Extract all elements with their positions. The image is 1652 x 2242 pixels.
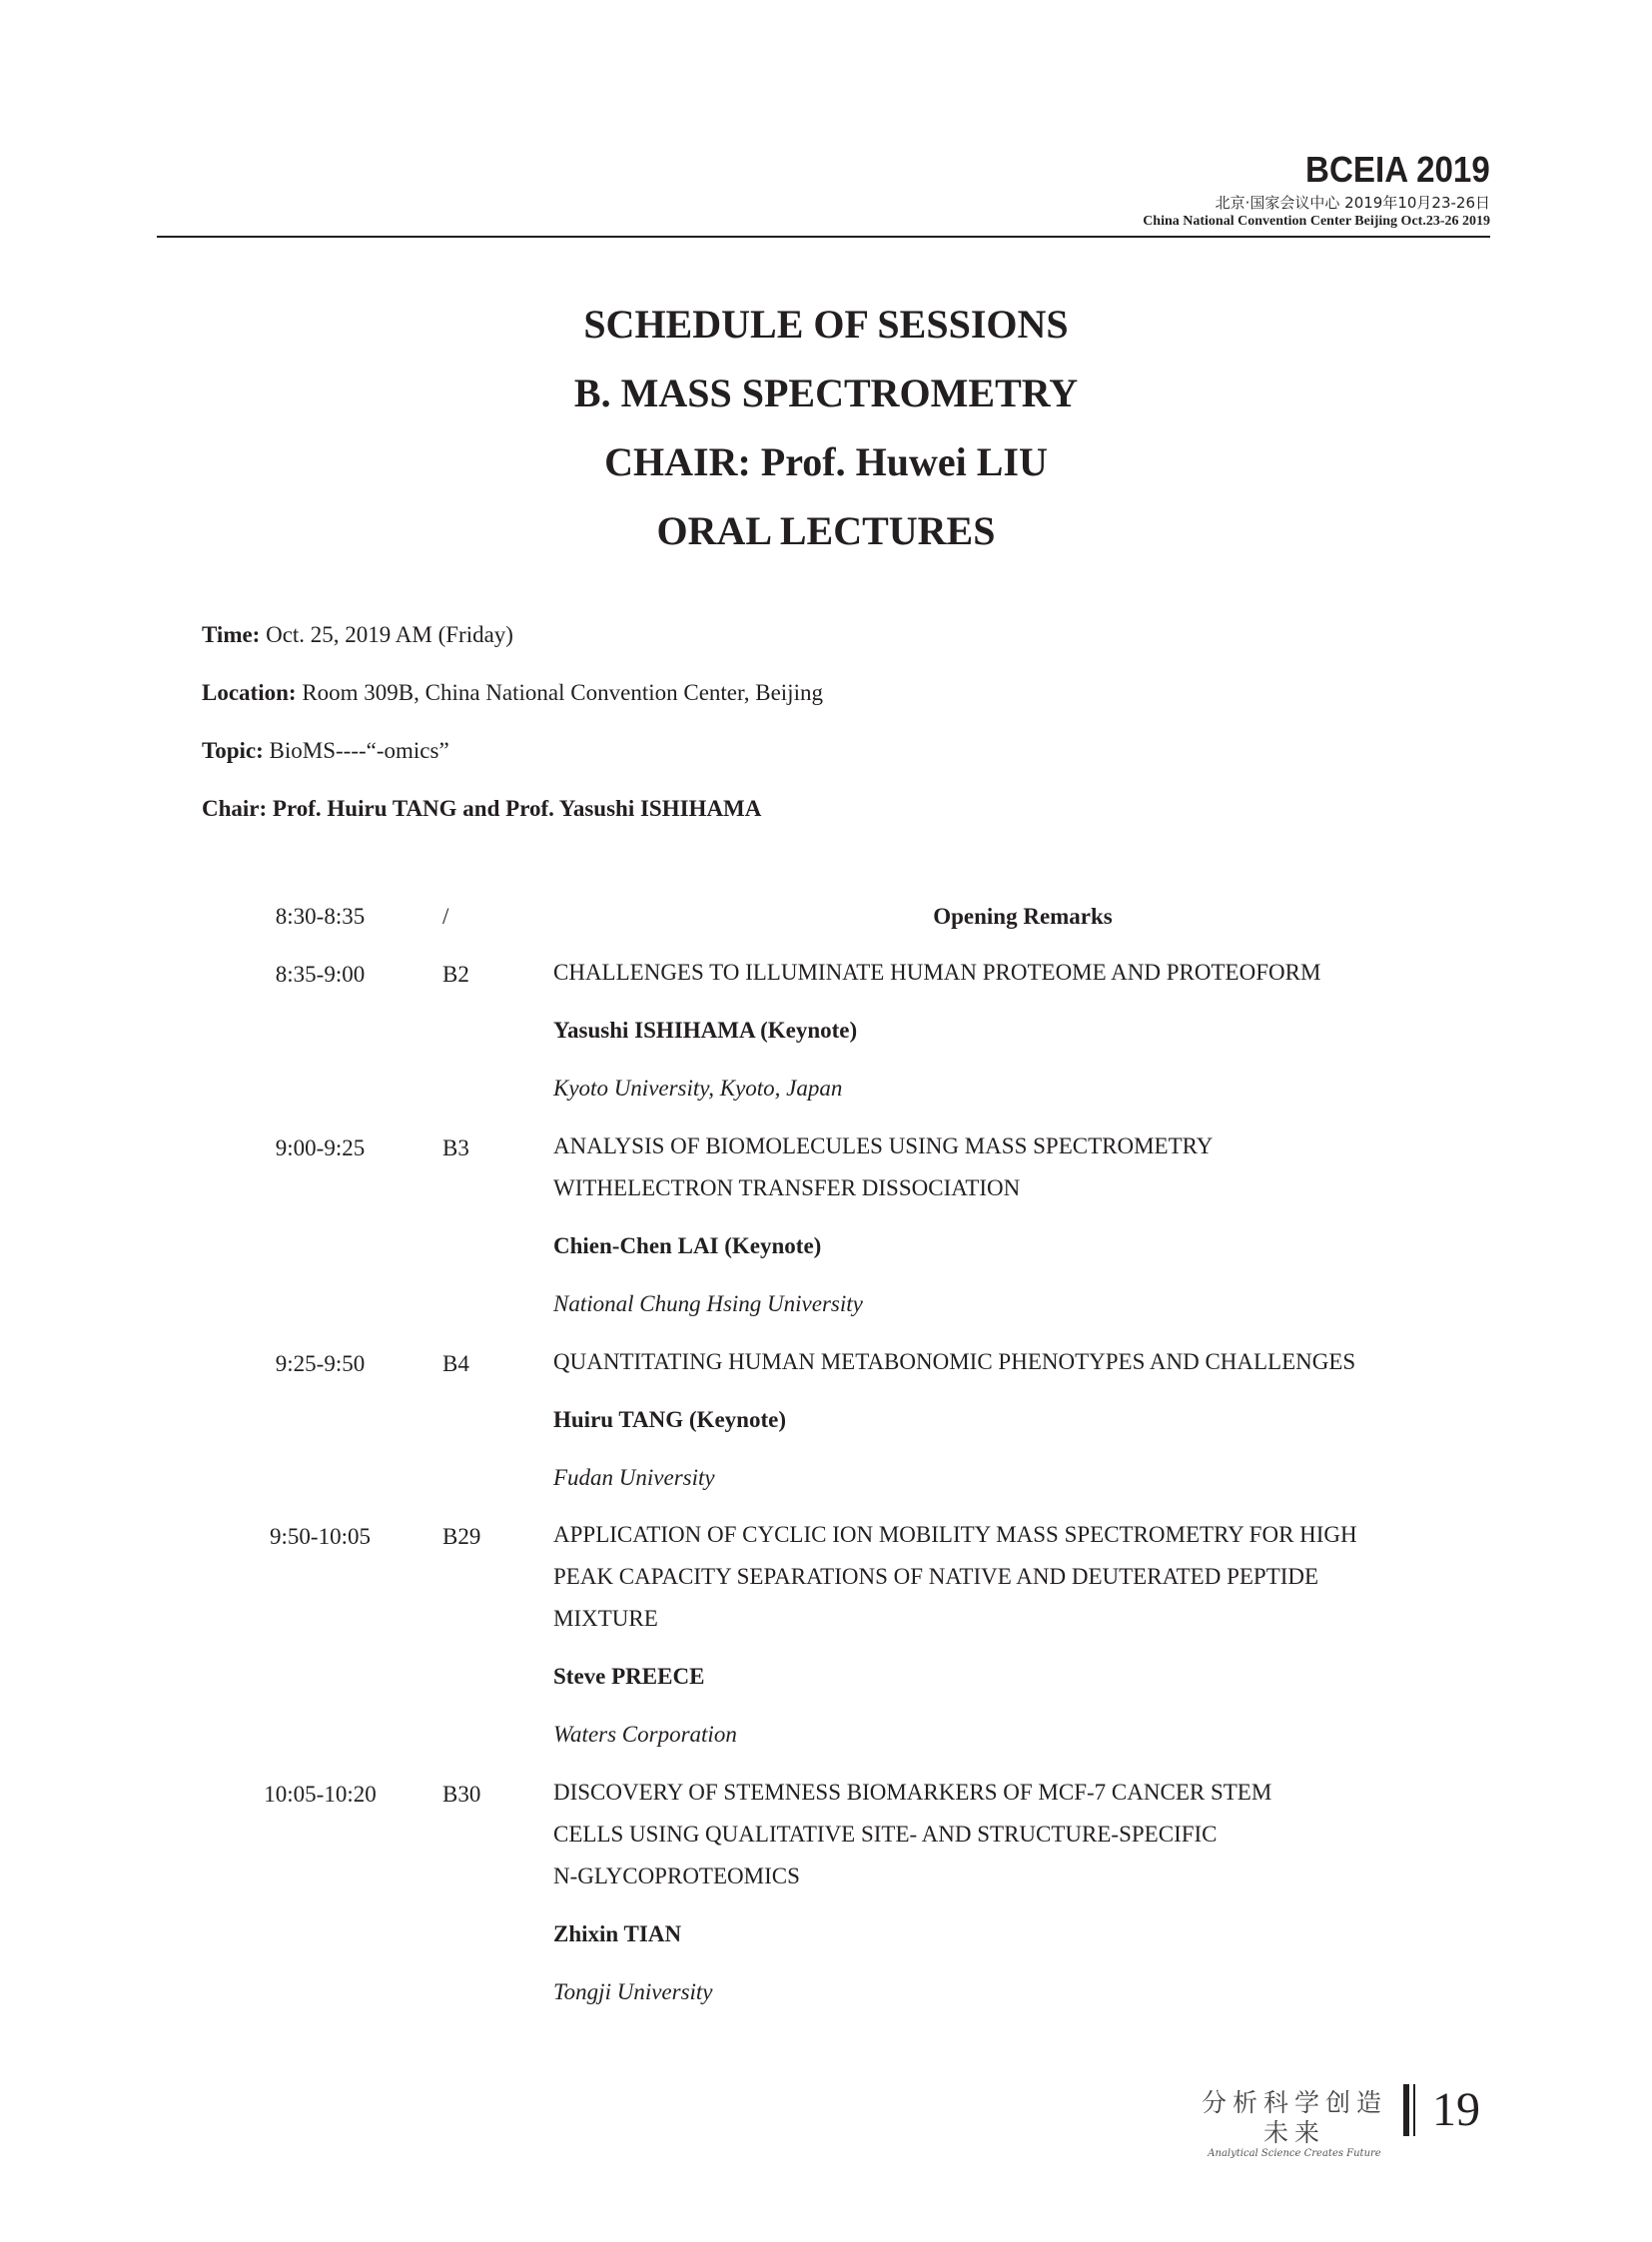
session-topic (202, 730, 823, 788)
row-title: Opening Remarks (933, 904, 1113, 929)
lecture-title-line: DISCOVERY OF STEMNESS BIOMARKERS OF MCF-7 CANCER STEM (553, 1780, 1272, 1805)
speaker-affiliation: Tongji University (553, 1979, 713, 2004)
topic-value: BioMS----“-omics” (263, 738, 449, 763)
page-number: 19 (1432, 2083, 1480, 2136)
row-code: B3 (442, 1135, 469, 1160)
time-label: Time: (202, 622, 261, 647)
speaker-name: Yasushi ISHIHAMA (Keynote) (553, 1018, 858, 1043)
page-header (157, 150, 1490, 238)
row-content (553, 1341, 1492, 1499)
title-chair: CHAIR: Prof. Huwei LIU (604, 439, 1048, 484)
session-chairs (202, 788, 823, 846)
row-code: B29 (442, 1524, 481, 1549)
lecture-title: QUANTITATING HUMAN METABONOMIC PHENOTYPES AND CHALLENGES (553, 1349, 1356, 1374)
lecture-title-line: ANALYSIS OF BIOMOLECULES USING MASS SPECTROMETRY (553, 1133, 1214, 1158)
footer-divider-bars (1403, 2084, 1419, 2136)
title-schedule: SCHEDULE OF SESSIONS (583, 302, 1069, 347)
header-subtitle-cn: 北京·国家会议中心 2019年10月23-26日 (1215, 194, 1490, 212)
row-content (553, 952, 1492, 1110)
topic-label: Topic: (202, 738, 264, 763)
lecture-title-line: CELLS USING QUALITATIVE SITE- AND STRUCTURE-SPECIFIC (553, 1822, 1218, 1847)
lecture-title-line: MIXTURE (553, 1606, 658, 1631)
lecture-title-line: PEAK CAPACITY SEPARATIONS OF NATIVE AND DEUTERATED PEPTIDE (553, 1564, 1319, 1589)
speaker-affiliation: Kyoto University, Kyoto, Japan (553, 1076, 843, 1101)
location-value: Room 309B, China National Convention Center, Beijing (296, 680, 823, 705)
chair-text: Chair: Prof. Huiru TANG and Prof. Yasushi ISHIHAMA (202, 796, 762, 821)
speaker-name: Huiru TANG (Keynote) (553, 1407, 786, 1432)
lecture-title-line: APPLICATION OF CYCLIC ION MOBILITY MASS SPECTROMETRY FOR HIGH (553, 1522, 1357, 1547)
row-time: 9:50-10:05 (270, 1524, 371, 1549)
page-titles (0, 290, 1652, 565)
lecture-title: CHALLENGES TO ILLUMINATE HUMAN PROTEOME AND PROTEOFORM (553, 960, 1321, 985)
session-time (202, 614, 823, 672)
speaker-affiliation: National Chung Hsing University (553, 1291, 863, 1316)
speaker-affiliation: Fudan University (553, 1465, 715, 1490)
row-content (553, 1125, 1492, 1325)
tagline-en: Analytical Science Creates Future (1208, 2148, 1381, 2159)
row-code: B4 (442, 1351, 469, 1376)
row-time: 9:00-9:25 (275, 1135, 366, 1160)
location-label: Location: (202, 680, 297, 705)
row-time: 10:05-10:20 (264, 1782, 377, 1807)
speaker-name: Zhixin TIAN (553, 1921, 682, 1946)
row-code: B2 (442, 962, 469, 987)
speaker-affiliation: Waters Corporation (553, 1722, 737, 1747)
session-info (202, 614, 823, 846)
tagline-cn: 分析科学创造未来 (1201, 2088, 1387, 2147)
row-content (553, 1514, 1492, 1756)
row-content (553, 1772, 1492, 2013)
session-location (202, 672, 823, 730)
footer-tagline (1191, 2088, 1398, 2160)
lecture-title-line: WITHELECTRON TRANSFER DISSOCIATION (553, 1175, 1021, 1200)
row-code: B30 (442, 1782, 481, 1807)
title-section: B. MASS SPECTROMETRY (573, 371, 1079, 415)
row-time: 8:30-8:35 (275, 904, 366, 929)
row-time: 8:35-9:00 (275, 962, 366, 987)
header-subtitle-en: China National Convention Center Beijing Oct.23-26 2019 (1143, 214, 1490, 229)
row-code: / (442, 904, 449, 929)
time-value: Oct. 25, 2019 AM (Friday) (260, 622, 513, 647)
lecture-title-line: N-GLYCOPROTEOMICS (553, 1864, 800, 1888)
title-format: ORAL LECTURES (656, 508, 996, 553)
speaker-name: Steve PREECE (553, 1664, 705, 1689)
speaker-name: Chien-Chen LAI (Keynote) (553, 1233, 822, 1258)
row-time: 9:25-9:50 (275, 1351, 366, 1376)
brand-title: BCEIA 2019 (1305, 149, 1490, 190)
